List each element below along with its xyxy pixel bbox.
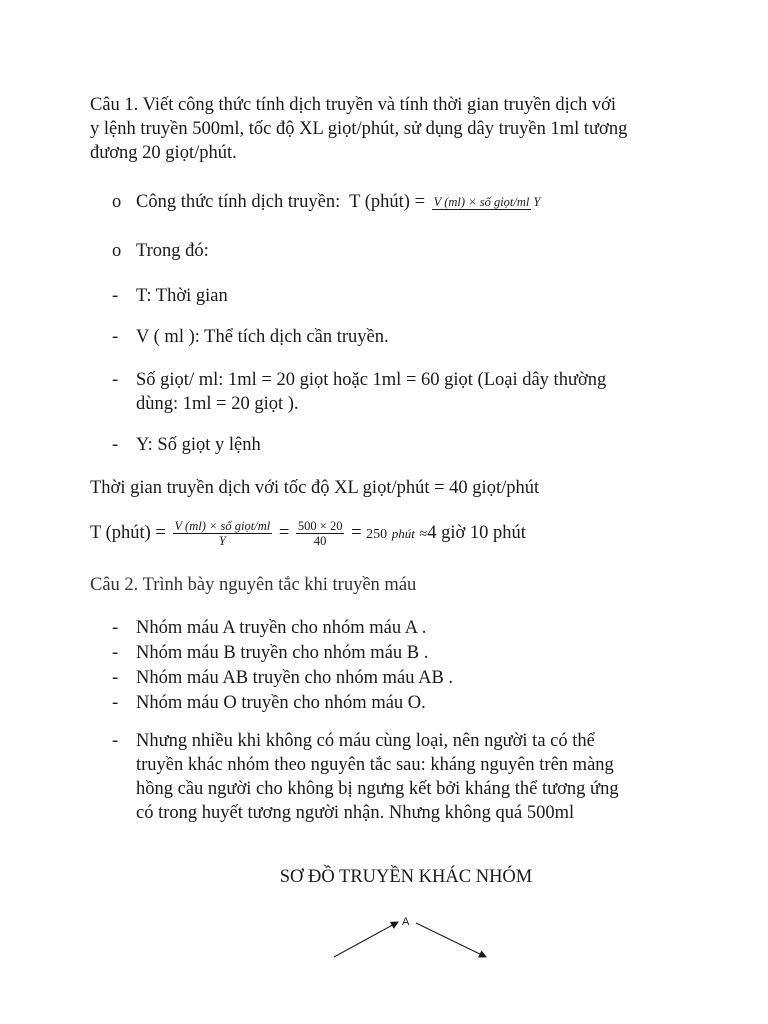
exception-line-1: Nhưng nhiều khi không có máu cùng loại, nên người ta có thể <box>136 731 595 751</box>
def-text-line-1: Số giọt/ ml: 1ml = 20 giọt hoặc 1ml = 60 giọt (Loại dây thường <box>136 370 607 390</box>
dash-marker: - <box>112 643 119 663</box>
node-a-label: A <box>402 916 410 928</box>
q1-prompt-line-3: đương 20 giọt/phút. <box>90 143 237 163</box>
fraction-denominator: Y <box>218 534 226 549</box>
calc-equals-1: = <box>274 523 294 543</box>
q1-prompt-line-2: y lệnh truyền 500ml, tốc độ XL giọt/phút, sử dụng dây truyền 1ml tương <box>90 119 628 139</box>
rule-text: Nhóm máu A truyền cho nhóm máu A . <box>136 618 427 638</box>
dash-marker: - <box>112 435 119 455</box>
rule-text: Nhóm máu O truyền cho nhóm máu O. <box>136 693 426 713</box>
calculation-line <box>90 516 690 552</box>
def-text: Y: Số giọt y lệnh <box>136 435 261 455</box>
calc-result-unit: phút <box>391 526 415 541</box>
calc-lhs: T (phút) = <box>90 523 171 543</box>
def-text-line-2: dùng: 1ml = 20 giọt ). <box>136 394 299 414</box>
calc-equals-2: = <box>346 523 367 543</box>
diagram-title: SƠ ĐỒ TRUYỀN KHÁC NHÓM <box>279 867 533 887</box>
fraction-numerator: V (ml) × số giọt/ml <box>174 519 271 534</box>
formula-label: Công thức tính dịch truyền: T (phút) = <box>136 192 430 212</box>
exception-text <box>136 729 676 825</box>
rate-line: Thời gian truyền dịch với tốc độ XL giọt/phút = 40 giọt/phút <box>90 478 540 498</box>
fraction-numerator: 500 × 20 <box>297 519 343 534</box>
arrow-from-a <box>416 923 486 957</box>
transfusion-diagram <box>320 905 500 965</box>
def-text: T: Thời gian <box>136 286 228 306</box>
calc-result-number: 250 <box>366 527 388 542</box>
q2-prompt: Câu 2. Trình bày nguyên tắc khi truyền máu <box>90 575 417 595</box>
bullet-marker: o <box>112 241 122 261</box>
bullet-marker: o <box>112 192 122 212</box>
q1-prompt <box>90 93 690 165</box>
def-text: V ( ml ): Thể tích dịch cần truyền. <box>136 327 389 347</box>
dash-marker: - <box>112 693 119 713</box>
exception-line-3: hồng cầu người cho không bị ngưng kết bởi kháng thể tương ứng <box>136 779 619 799</box>
def-text <box>136 368 676 416</box>
fraction-denominator: 40 <box>313 534 327 549</box>
q1-prompt-line-1: Câu 1. Viết công thức tính dịch truyền và tính thời gian truyền dịch với <box>90 95 617 115</box>
formula-text <box>136 190 676 214</box>
exception-line-4: có trong huyết tương người nhận. Nhưng không quá 500ml <box>136 803 575 823</box>
formula-fraction <box>432 195 543 209</box>
dash-marker: - <box>112 668 119 688</box>
where-label: Trong đó: <box>136 241 209 261</box>
dash-marker: - <box>112 327 119 347</box>
approx-symbol: ≈ <box>419 527 428 542</box>
calc-final-result: 4 giờ 10 phút <box>427 523 526 543</box>
calc-fraction-2 <box>296 519 345 548</box>
fraction-denominator: Y <box>533 194 541 209</box>
dash-marker: - <box>112 731 119 751</box>
dash-marker: - <box>112 618 119 638</box>
rule-text: Nhóm máu B truyền cho nhóm máu B . <box>136 643 429 663</box>
dash-marker: - <box>112 286 119 306</box>
calc-fraction-1 <box>173 519 273 548</box>
arrow-to-a <box>334 922 398 957</box>
rule-text: Nhóm máu AB truyền cho nhóm máu AB . <box>136 668 454 688</box>
exception-line-2: truyền khác nhóm theo nguyên tắc sau: kháng nguyên trên màng <box>136 755 614 775</box>
dash-marker: - <box>112 370 119 390</box>
fraction-numerator: V (ml) × số giọt/ml <box>433 194 530 209</box>
